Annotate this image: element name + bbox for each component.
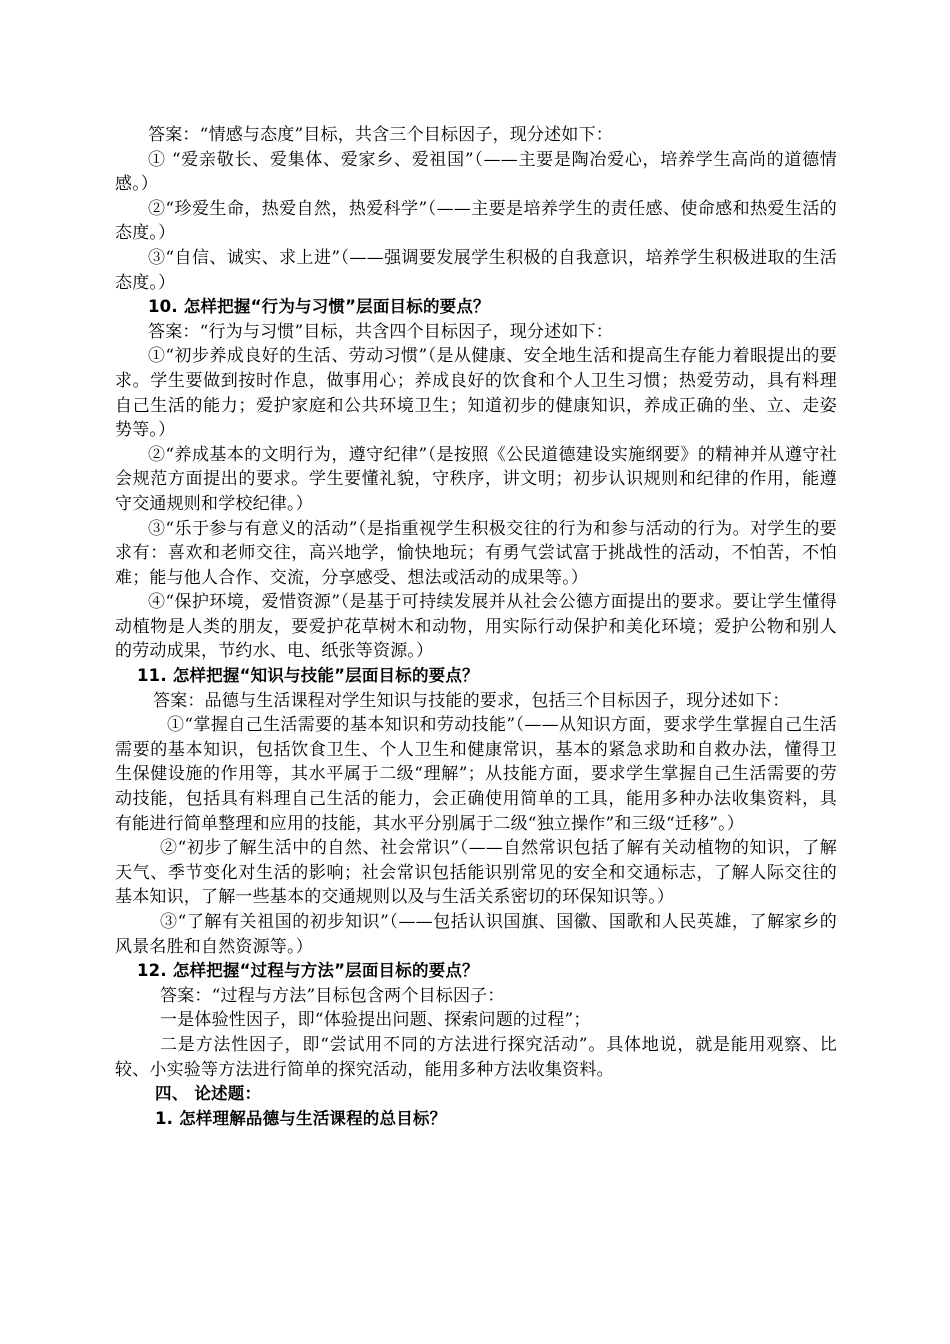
list-item: ④“保护环境，爱惜资源”（是基于可持续发展并从社会公德方面提出的要求。要让学生懂得动植物是人类的朋友，要爱护花草树木和动物，用实际行动保护和美化环境；爱护公物和别人的劳动成果，节约水、电、纸张等资源。） <box>115 592 837 662</box>
answer-paragraph: 答案：品德与生活课程对学生知识与技能的要求，包括三个目标因子，现分述如下： <box>153 690 790 711</box>
answer-paragraph: 答案：“过程与方法”目标包含两个目标因子： <box>160 985 505 1006</box>
question-heading: 11. 怎样把握“知识与技能”层面目标的要点？ <box>137 666 479 686</box>
list-item: ②“珍爱生命，热爱自然，热爱科学”（——主要是培养学生的责任感、使命感和热爱生活的态度。） <box>115 198 837 244</box>
question-heading: 12. 怎样把握“过程与方法”层面目标的要点？ <box>137 961 479 981</box>
question-heading: 10. 怎样把握“行为与习惯”层面目标的要点？ <box>148 297 490 317</box>
answer-paragraph: 一是体验性因子，即“体验提出问题、探索问题的过程”； <box>160 1010 591 1031</box>
list-item: ①“掌握自己生活需要的基本知识和劳动技能”（——从知识方面，要求学生掌握自己生活需要的基本知识，包括饮食卫生、个人卫生和健康常识，基本的紧急求助和自救办法，懂得卫生保健设施的作用等，其水平属于二级“理解”；从技能方面，要求学生掌握自己生活需要的劳动技能，包括具有料理自己生活的能力，会正确使用简单的工具，能用多种办法收集资料，具有能进行简单整理和应用的技能，其水平分别属于二级“独立操作”和三级“迁移”。） <box>115 715 837 834</box>
list-item: ②“养成基本的文明行为，遵守纪律”（是按照《公民道德建设实施纲要》的精神并从遵守社会规范方面提出的要求。学生要懂礼貌，守秩序，讲文明；初步认识规则和纪律的作用，能遵守交通规则和学校纪律。） <box>115 444 837 514</box>
list-item: ③“了解有关祖国的初步知识”（——包括认识国旗、国徽、国歌和人民英雄，了解家乡的风景名胜和自然资源等。） <box>115 912 837 957</box>
question-heading: 1. 怎样理解品德与生活课程的总目标？ <box>155 1108 447 1128</box>
list-item: ③“自信、诚实、求上进”（——强调要发展学生积极的自我意识，培养学生积极进取的生活态度。） <box>115 247 837 293</box>
document-page <box>115 123 837 1131</box>
list-item: ①“初步养成良好的生活、劳动习惯”（是从健康、安全地生活和提高生存能力着眼提出的要求。学生要做到按时作息，做事用心；养成良好的饮食和个人卫生习惯；热爱劳动，具有料理自己生活的能力；爱护家庭和公共环境卫生；知道初步的健康知识，养成正确的坐、立、走姿势等。） <box>115 346 837 441</box>
list-item: ②“初步了解生活中的自然、社会常识”（——自然常识包括了解有关动植物的知识，了解天气、季节变化对生活的影响；社会常识包括能识别常见的安全和交通标志，了解人际交往的基本知识，了解一些基本的交通规则以及与生活关系密切的环保知识等。） <box>115 838 837 908</box>
answer-paragraph: 答案：“情感与态度”目标，共含三个目标因子，现分述如下： <box>148 125 613 145</box>
answer-paragraph: 二是方法性因子，即“尝试用不同的方法进行探究活动”。具体地说，就是能用观察、比较、小实验等方法进行简单的探究活动，能用多种方法收集资料。 <box>115 1034 837 1080</box>
answer-paragraph: 答案：“行为与习惯”目标，共含四个目标因子，现分述如下： <box>148 321 613 342</box>
list-item: ① “爱亲敬长、爱集体、爱家乡、爱祖国”（——主要是陶冶爱心，培养学生高尚的道德情感。） <box>115 149 837 195</box>
section-heading: 四、 论述题： <box>155 1084 262 1104</box>
list-item: ③“乐于参与有意义的活动”（是指重视学生积极交往的行为和参与活动的行为。对学生的要求有：喜欢和老师交往，高兴地学，愉快地玩；有勇气尝试富于挑战性的活动，不怕苦，不怕难；能与他人合作、交流，分享感受、想法或活动的成果等。） <box>115 518 837 588</box>
